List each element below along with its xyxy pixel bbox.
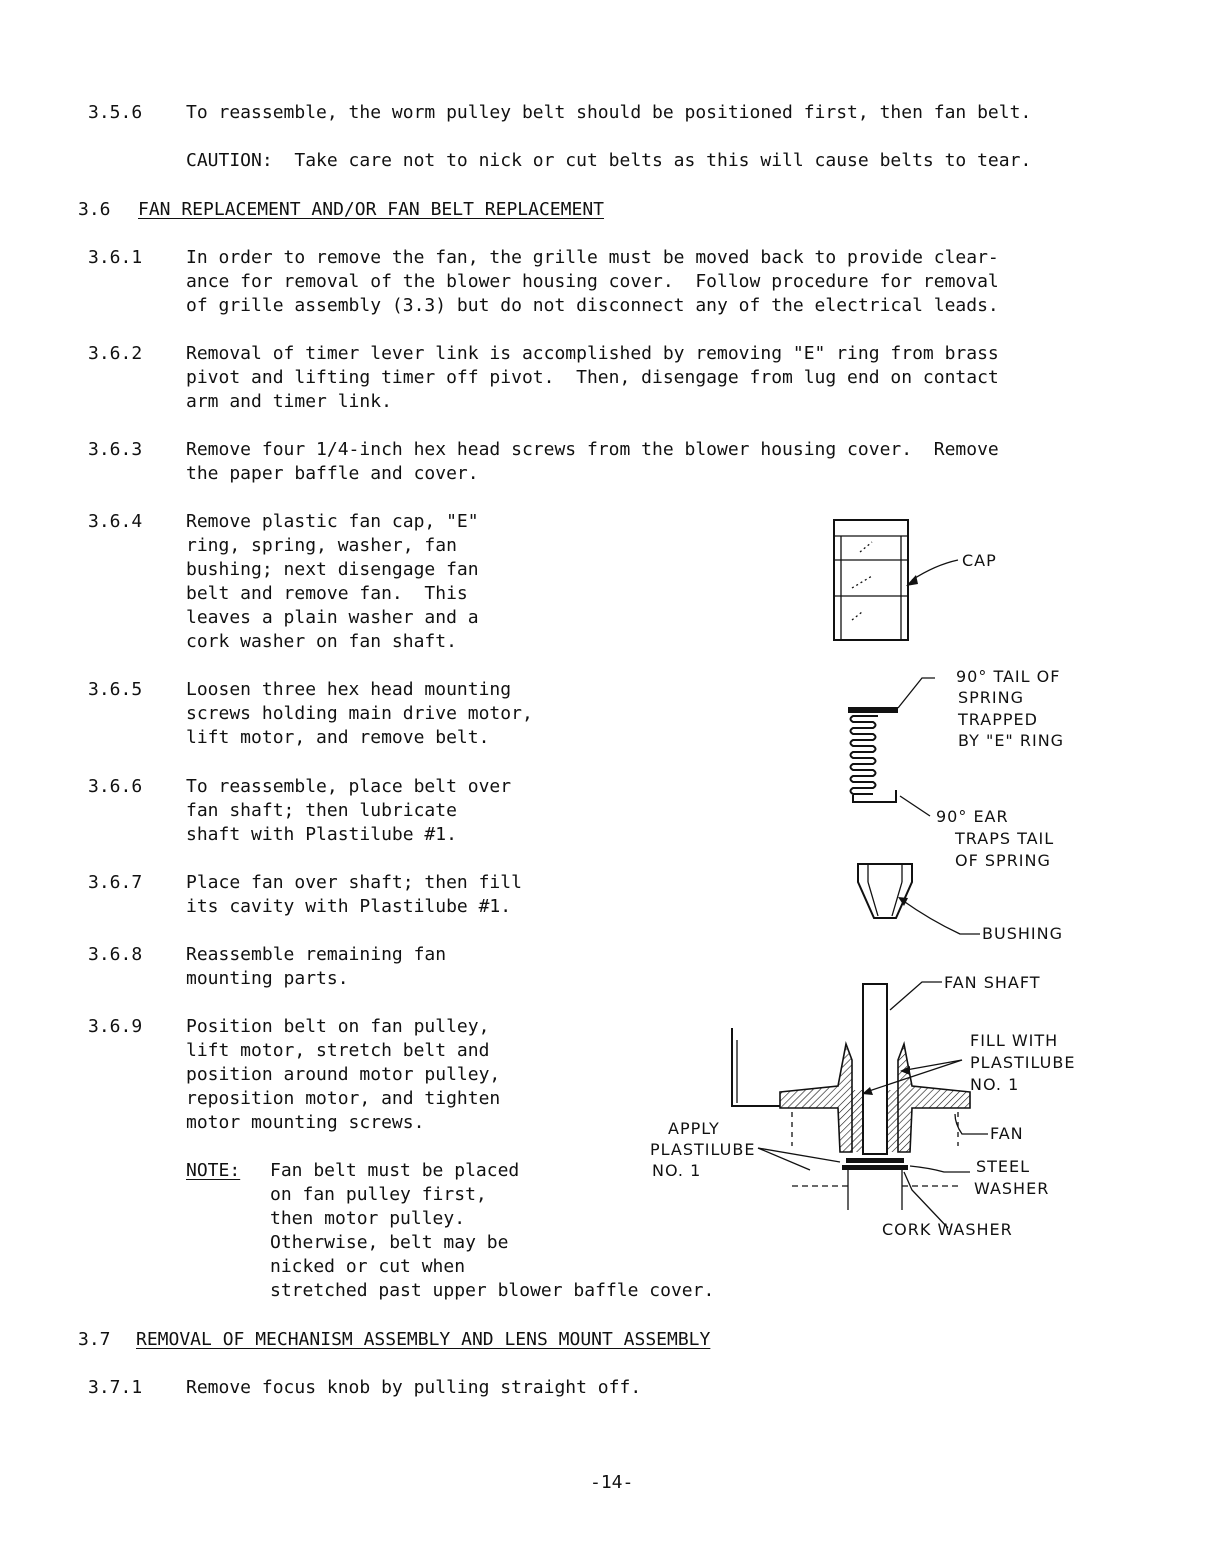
fill-leader-1 [906, 1060, 962, 1070]
para-3-6-4-line: belt and remove fan. This [186, 583, 468, 604]
section-3-6-title: FAN REPLACEMENT AND/OR FAN BELT REPLACEMENT [138, 199, 604, 220]
note-line: nicked or cut when [270, 1256, 466, 1277]
para-3-6-1-line: In order to remove the fan, the grille must be moved back to provide clear- [186, 247, 999, 268]
section-3-7-title: REMOVAL OF MECHANISM ASSEMBLY AND LENS MOUNT ASSEMBLY [136, 1329, 711, 1350]
note-line: stretched past upper blower baffle cover. [270, 1280, 715, 1301]
label-apply: NO. 1 [652, 1161, 702, 1180]
note-line: Otherwise, belt may be [270, 1232, 509, 1253]
para-3-6-8-line: Reassemble remaining fan [186, 944, 447, 965]
para-3-6-3-line: Remove four 1/4-inch hex head screws from the blower housing cover. Remove [186, 439, 999, 460]
section-3-6-number: 3.6 [78, 199, 111, 220]
cap-leader [912, 560, 958, 580]
para-3-6-5-line: screws holding main drive motor, [186, 703, 533, 724]
para-3-6-9-line: position around motor pulley, [186, 1064, 501, 1085]
cap-drawing [834, 520, 908, 640]
para-3-6-6-line: shaft with Plastilube #1. [186, 824, 457, 845]
para-3-6-9-number: 3.6.9 [88, 1016, 143, 1037]
fan-drawing [732, 984, 970, 1210]
para-3-7-1-line: Remove focus knob by pulling straight off. [186, 1377, 642, 1398]
para-3-6-9-line: reposition motor, and tighten [186, 1088, 501, 1109]
para-3-5-6-line: To reassemble, the worm pulley belt should be positioned first, then fan belt. [186, 102, 1032, 123]
para-3-6-2-line: pivot and lifting timer off pivot. Then, disengage from lug end on contact [186, 367, 999, 388]
label-tail: TRAPPED [958, 710, 1038, 729]
label-fill: PLASTILUBE [970, 1053, 1076, 1072]
label-fan-shaft: FAN SHAFT [944, 973, 1041, 992]
para-3-6-6-number: 3.6.6 [88, 776, 143, 797]
tail-leader [898, 678, 935, 708]
label-tail: BY "E" RING [958, 731, 1065, 750]
label-apply: APPLY [668, 1119, 720, 1138]
label-fan: FAN [990, 1124, 1024, 1143]
para-3-6-4-line: ring, spring, washer, fan [186, 535, 457, 556]
para-3-6-4-line: cork washer on fan shaft. [186, 631, 457, 652]
para-3-7-1-number: 3.7.1 [88, 1377, 143, 1398]
para-3-6-7-number: 3.6.7 [88, 872, 143, 893]
para-3-6-1-number: 3.6.1 [88, 247, 143, 268]
para-3-6-9-line: lift motor, stretch belt and [186, 1040, 490, 1061]
label-ear: TRAPS TAIL [955, 829, 1055, 848]
para-3-6-1-line: of grille assembly (3.3) but do not disconnect any of the electrical leads. [186, 295, 999, 316]
note-line: on fan pulley first, [270, 1184, 487, 1205]
para-3-6-8-number: 3.6.8 [88, 944, 143, 965]
label-steel: WASHER [974, 1179, 1050, 1198]
para-3-6-8-line: mounting parts. [186, 968, 349, 989]
para-3-6-4-line: leaves a plain washer and a [186, 607, 479, 628]
para-3-6-9-line: Position belt on fan pulley, [186, 1016, 490, 1037]
bushing-drawing [858, 864, 912, 918]
para-3-6-2-line: arm and timer link. [186, 391, 392, 412]
label-tail: SPRING [958, 688, 1025, 707]
fill-leader-2 [866, 1060, 962, 1092]
apply-leader-2 [758, 1148, 810, 1170]
bushing-leader [902, 900, 980, 934]
caution-text: CAUTION: Take care not to nick or cut belts as this will cause belts to tear. [186, 150, 1032, 171]
para-3-6-6-line: fan shaft; then lubricate [186, 800, 457, 821]
ear-leader [900, 796, 930, 816]
para-3-6-6-line: To reassemble, place belt over [186, 776, 512, 797]
para-3-6-3-number: 3.6.3 [88, 439, 143, 460]
fan-leader [955, 1114, 988, 1134]
label-cap: CAP [962, 551, 997, 570]
note-label: NOTE: [186, 1160, 241, 1181]
para-3-6-1-line: ance for removal of the blower housing cover. Follow procedure for removal [186, 271, 999, 292]
label-fill: FILL WITH [970, 1031, 1059, 1050]
label-cork: CORK WASHER [882, 1220, 1013, 1239]
note-line: then motor pulley. [270, 1208, 466, 1229]
label-apply: PLASTILUBE [650, 1140, 756, 1159]
page-number: -14- [590, 1472, 634, 1493]
label-fill: NO. 1 [970, 1075, 1020, 1094]
para-3-6-4-line: Remove plastic fan cap, "E" [186, 511, 479, 532]
para-3-6-5-number: 3.6.5 [88, 679, 143, 700]
note-line: Fan belt must be placed [270, 1160, 520, 1181]
steel-leader [910, 1166, 970, 1172]
para-3-6-4-line: bushing; next disengage fan [186, 559, 479, 580]
label-steel: STEEL [976, 1157, 1031, 1176]
label-bushing: BUSHING [982, 924, 1063, 943]
para-3-6-7-line: Place fan over shaft; then fill [186, 872, 522, 893]
apply-leader-1 [758, 1148, 840, 1162]
para-3-6-5-line: Loosen three hex head mounting [186, 679, 512, 700]
para-3-6-4-number: 3.6.4 [88, 511, 143, 532]
para-3-6-7-line: its cavity with Plastilube #1. [186, 896, 512, 917]
label-ear: OF SPRING [955, 851, 1051, 870]
spring-drawing [848, 707, 898, 802]
para-3-6-9-line: motor mounting screws. [186, 1112, 425, 1133]
para-3-6-2-line: Removal of timer lever link is accomplished by removing "E" ring from brass [186, 343, 999, 364]
section-3-7-number: 3.7 [78, 1329, 111, 1350]
label-ear: 90° EAR [936, 807, 1009, 826]
para-3-6-5-line: lift motor, and remove belt. [186, 727, 490, 748]
fan-shaft-leader [890, 982, 942, 1010]
para-3-6-3-line: the paper baffle and cover. [186, 463, 479, 484]
para-3-6-2-number: 3.6.2 [88, 343, 143, 364]
label-tail: 90° TAIL OF [956, 667, 1061, 686]
para-3-5-6-number: 3.5.6 [88, 102, 143, 123]
